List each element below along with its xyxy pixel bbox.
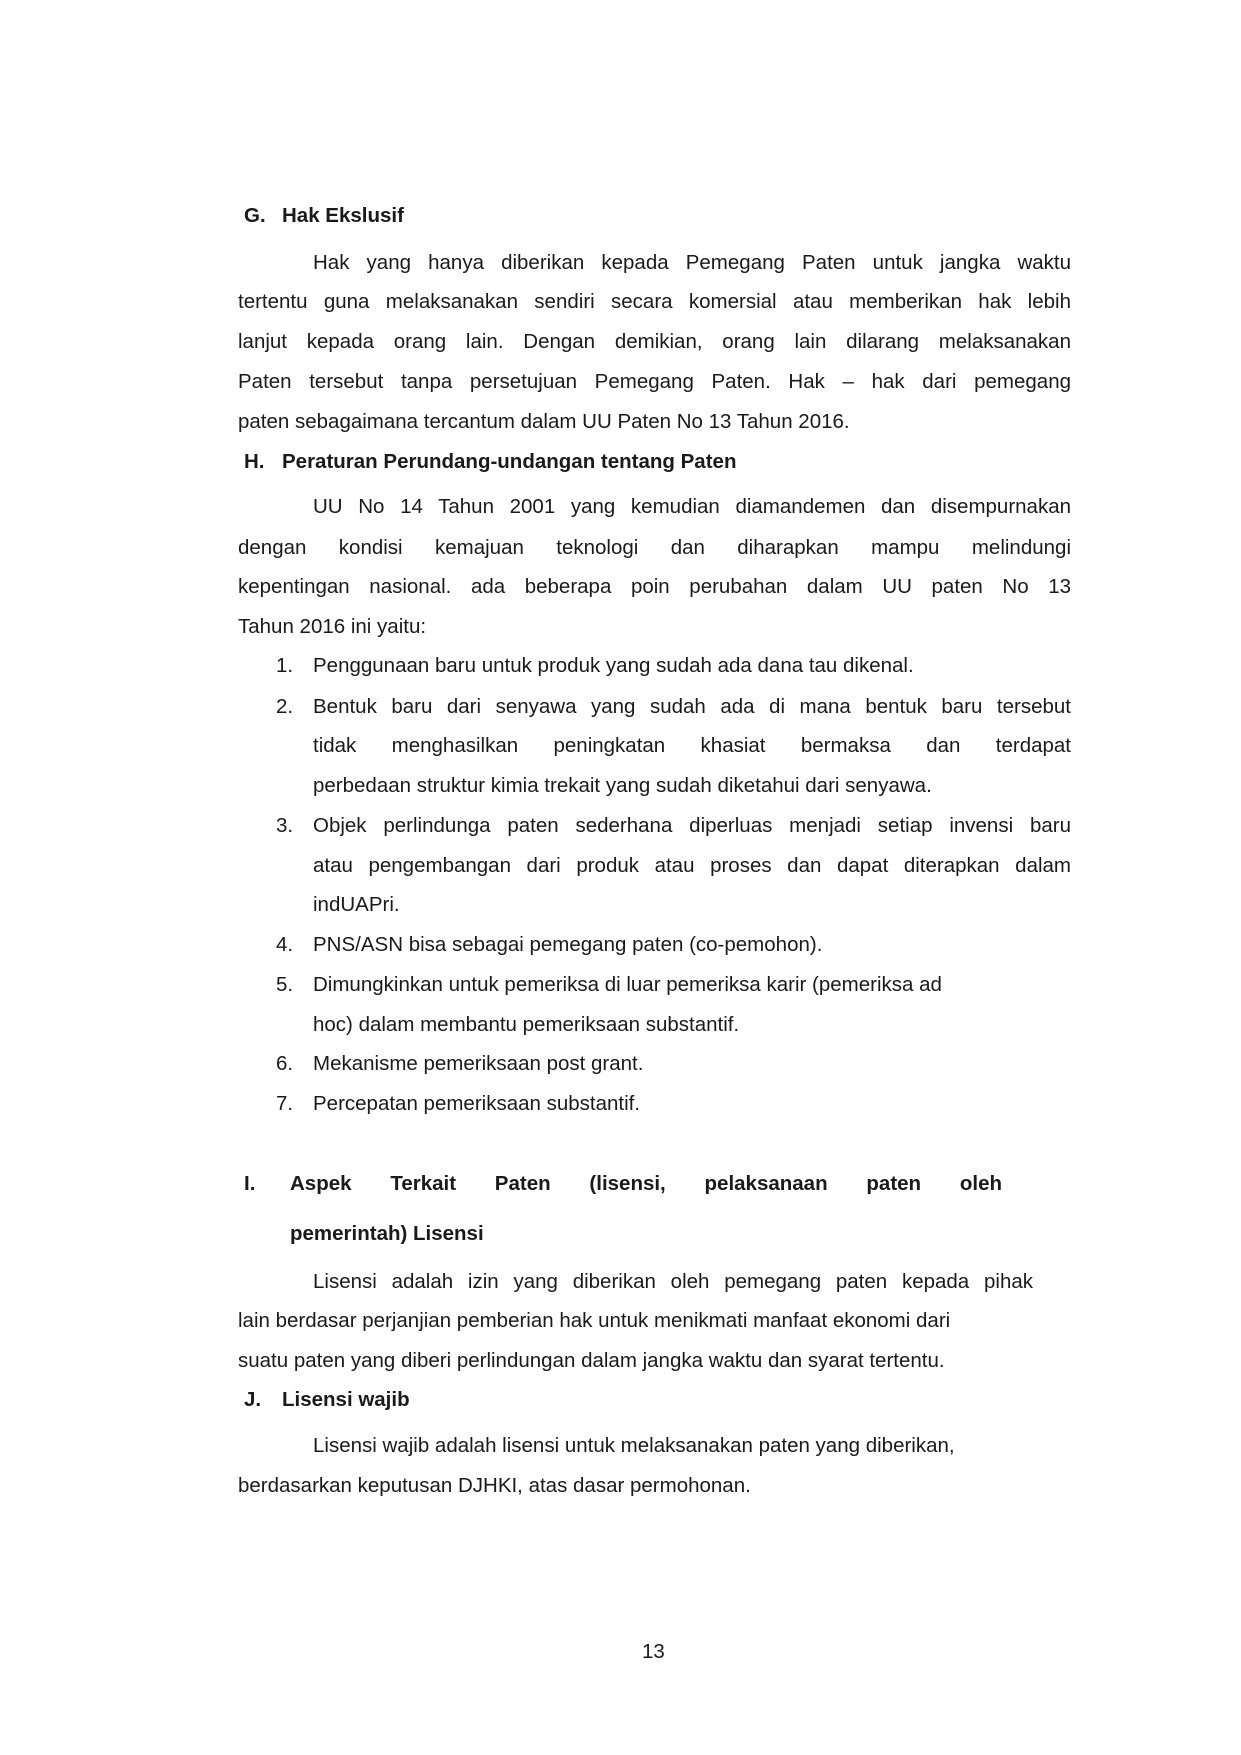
list-item-line: PNS/ASN bisa sebagai pemegang paten (co-pemohon). [313,933,823,956]
paragraph-line: kepentingan nasional. ada beberapa poin perubahan dalam UU paten No 13 [238,575,1071,598]
page-number: 13 [642,1640,665,1663]
paragraph-line: tertentu guna melaksanakan sendiri secara komersial atau memberikan hak lebih [238,290,1071,313]
list-item-line: Penggunaan baru untuk produk yang sudah ada dana tau dikenal. [313,654,914,677]
paragraph-line: Paten tersebut tanpa persetujuan Pemegang Paten. Hak – hak dari pemegang [238,370,1071,393]
section-h-heading: Peraturan Perundang-undangan tentang Paten [282,450,737,473]
paragraph-line: berdasarkan keputusan DJHKI, atas dasar permohonan. [238,1474,751,1497]
list-item-line: Mekanisme pemeriksaan post grant. [313,1052,644,1075]
list-item-line: tidak menghasilkan peningkatan khasiat bermaksa dan terdapat [313,734,1071,757]
section-i-heading-line: Aspek Terkait Paten (lisensi, pelaksanaan paten oleh [290,1172,1002,1195]
section-i-letter: I. [244,1172,256,1195]
list-item-line: perbedaan struktur kimia trekait yang sudah diketahui dari senyawa. [313,774,932,797]
paragraph-line: dengan kondisi kemajuan teknologi dan diharapkan mampu melindungi [238,536,1071,559]
list-number: 2. [276,695,294,718]
list-number: 4. [276,933,294,956]
paragraph-line: suatu paten yang diberi perlindungan dalam jangka waktu dan syarat tertentu. [238,1349,945,1372]
list-item-line: Percepatan pemeriksaan substantif. [313,1092,641,1115]
section-j-heading: Lisensi wajib [282,1388,410,1411]
section-j-letter: J. [244,1388,262,1411]
section-i-heading-line: pemerintah) Lisensi [290,1222,484,1245]
paragraph-line: lain berdasar perjanjian pemberian hak untuk menikmati manfaat ekonomi dari [238,1309,951,1332]
list-item-line: indUAPri. [313,893,400,916]
list-number: 3. [276,814,294,837]
list-number: 5. [276,973,294,996]
paragraph-line: Lisensi wajib adalah lisensi untuk melaksanakan paten yang diberikan, [313,1434,955,1457]
list-number: 1. [276,654,294,677]
list-number: 6. [276,1052,294,1075]
list-item-line: hoc) dalam membantu pemeriksaan substantif. [313,1013,740,1036]
paragraph-line: lanjut kepada orang lain. Dengan demikian, orang lain dilarang melaksanakan [238,330,1071,353]
section-g-letter: G. [244,204,266,227]
paragraph-line: UU No 14 Tahun 2001 yang kemudian diamandemen dan disempurnakan [313,495,1071,518]
list-item-line: Bentuk baru dari senyawa yang sudah ada di mana bentuk baru tersebut [313,695,1071,718]
list-item-line: Objek perlindunga paten sederhana diperluas menjadi setiap invensi baru [313,814,1071,837]
list-item-line: atau pengembangan dari produk atau proses dan dapat diterapkan dalam [313,854,1071,877]
list-item-line: Dimungkinkan untuk pemeriksa di luar pemeriksa karir (pemeriksa ad [313,973,942,996]
paragraph-line: Hak yang hanya diberikan kepada Pemegang Paten untuk jangka waktu [313,251,1071,274]
section-g-heading: Hak Ekslusif [282,204,404,227]
paragraph-line: paten sebagaimana tercantum dalam UU Paten No 13 Tahun 2016. [238,410,850,433]
paragraph-line: Lisensi adalah izin yang diberikan oleh pemegang paten kepada pihak [313,1270,1033,1293]
paragraph-line: Tahun 2016 ini yaitu: [238,615,427,638]
list-number: 7. [276,1092,294,1115]
section-h-letter: H. [244,450,265,473]
